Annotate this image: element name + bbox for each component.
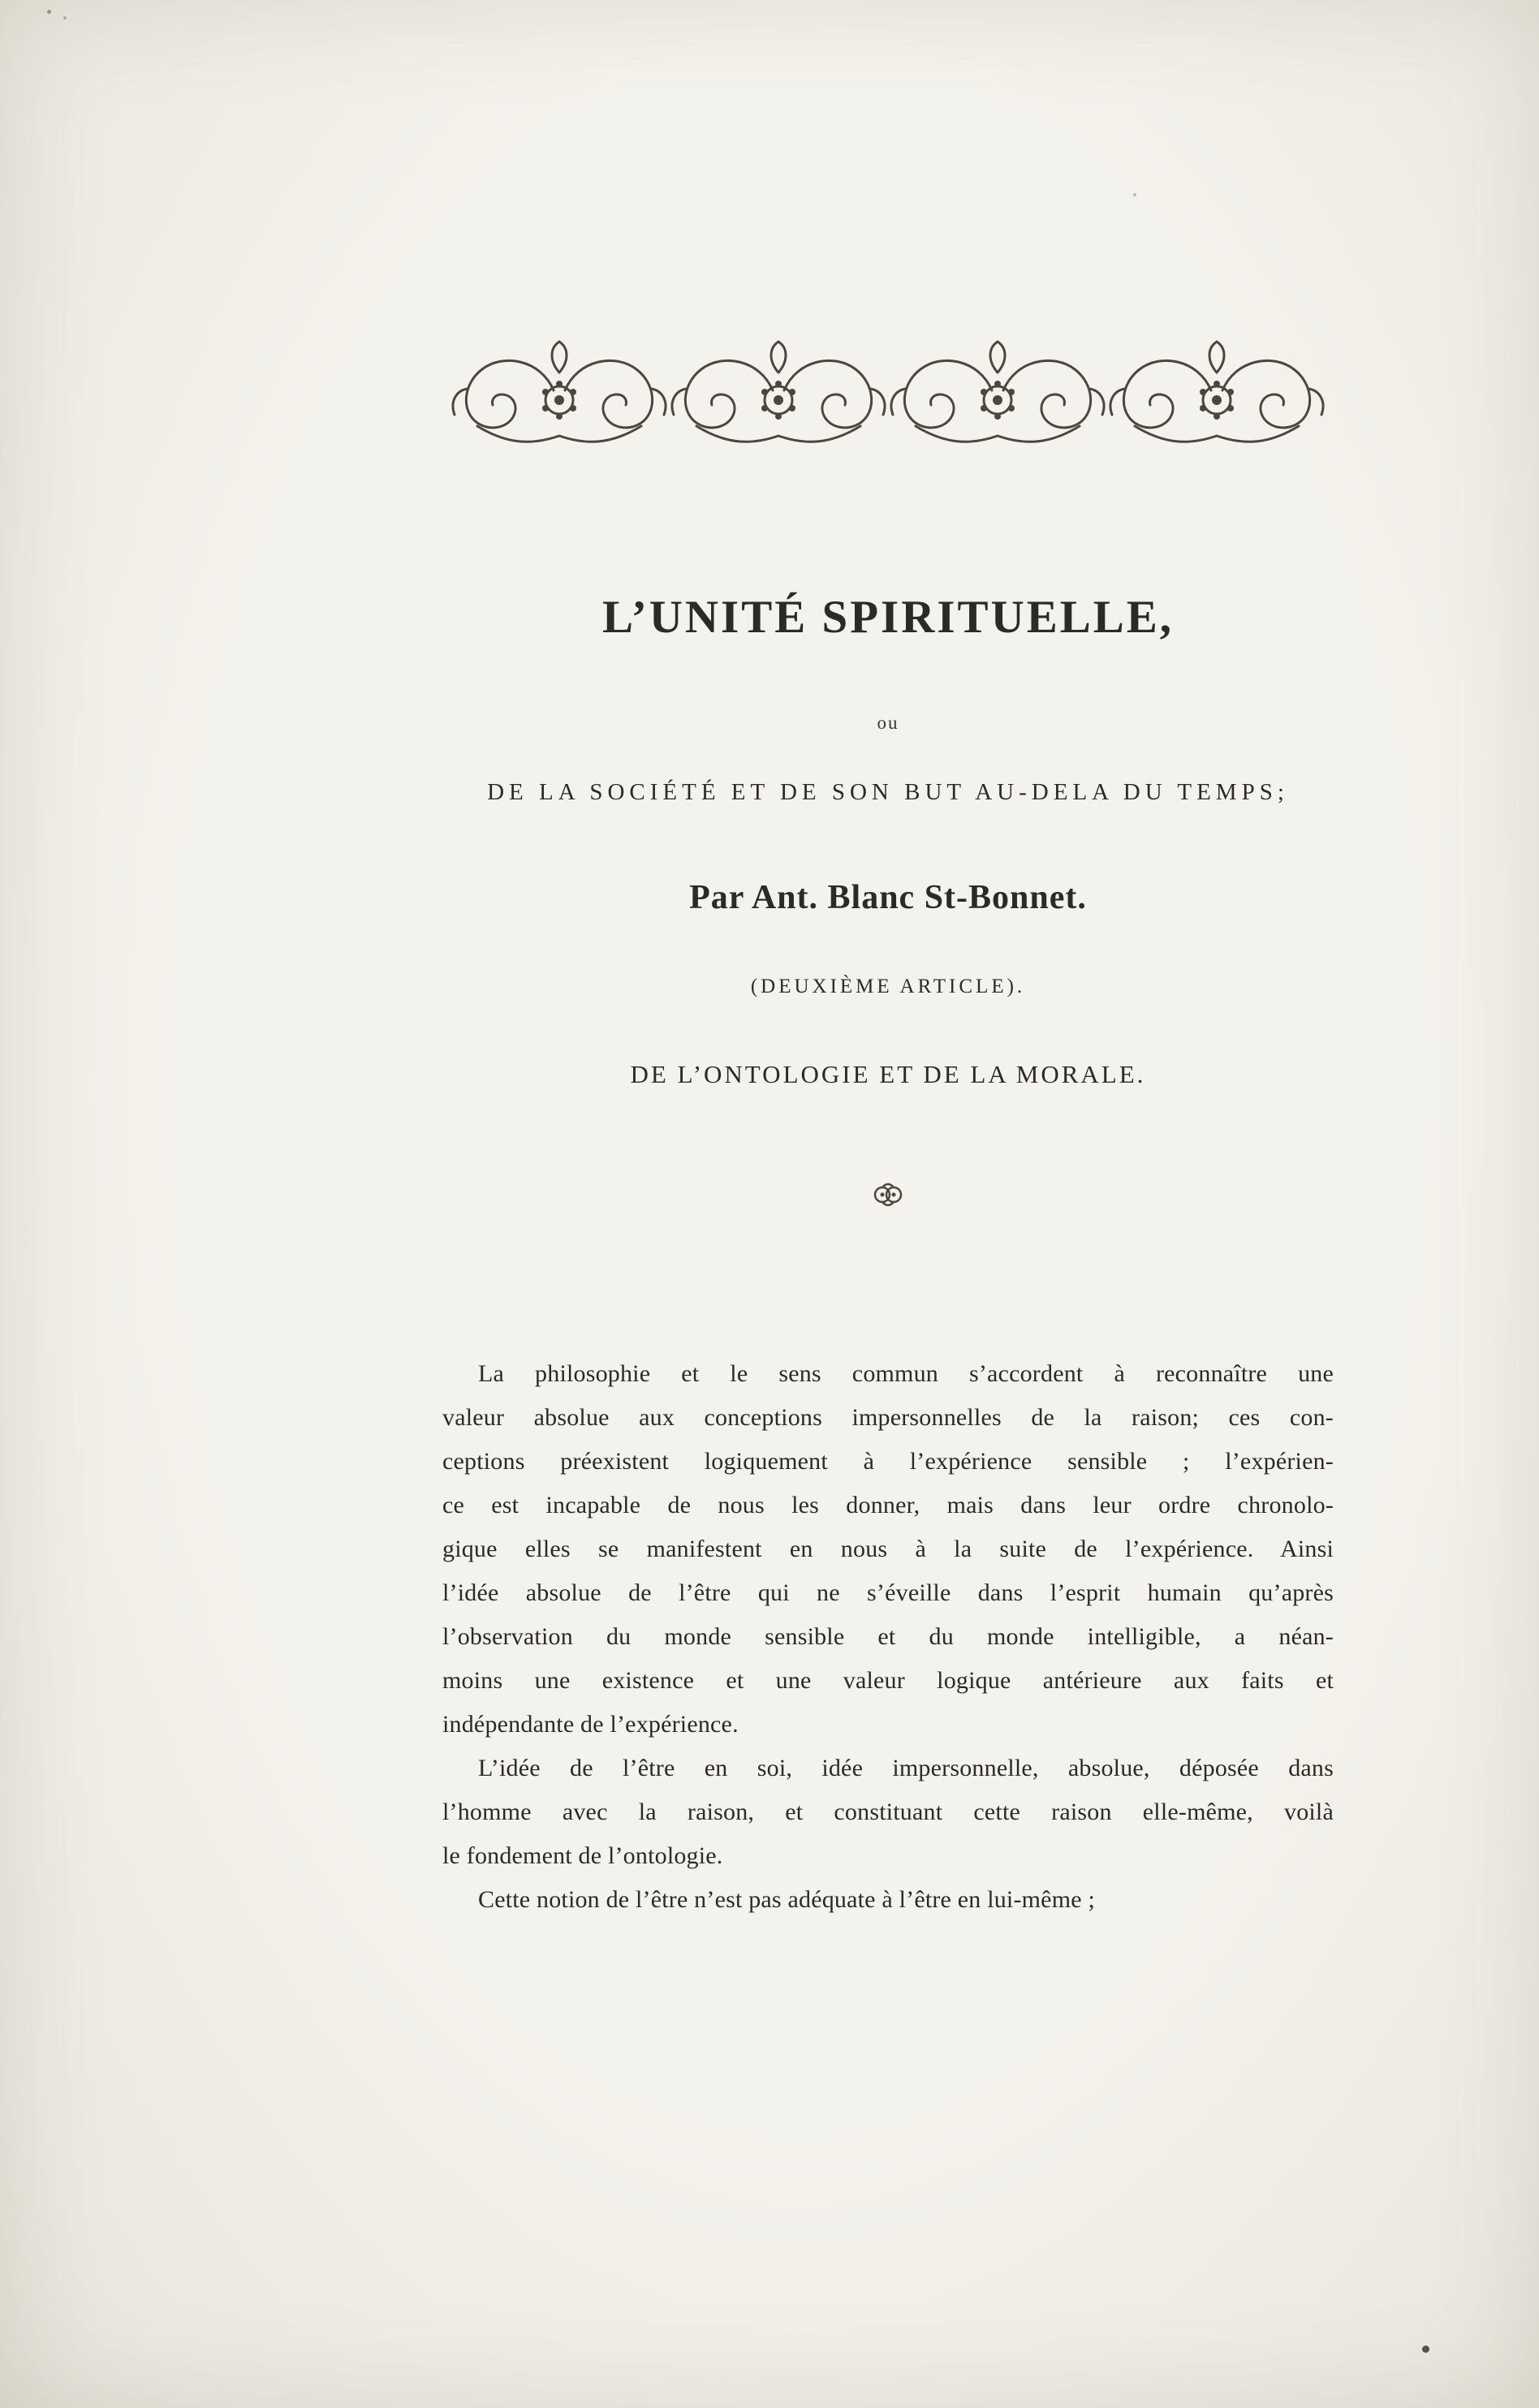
fleuron-ornament — [442, 1178, 1334, 1215]
title-connector: ou — [877, 713, 899, 733]
floral-scroll-band-icon — [450, 337, 1326, 454]
scan-speck — [63, 16, 67, 19]
text-line: l’observation du monde sensible et du monde intelligible, a néan- — [442, 1623, 1334, 1650]
body-text — [442, 1352, 1334, 1922]
scan-speck — [1422, 2346, 1429, 2353]
article-number-note: (DEUXIÈME ARTICLE). — [750, 976, 1026, 997]
text-line: le fondement de l’ontologie. — [442, 1842, 723, 1869]
floral-knot-icon — [869, 1178, 907, 1211]
text-line: indépendante de l’expérience. — [442, 1711, 739, 1738]
section-heading: DE L’ONTOLOGIE ET DE LA MORALE. — [630, 1060, 1146, 1088]
scan-speck — [1133, 193, 1136, 196]
text-line: Cette notion de l’être n’est pas adéquate à l’être en lui-même ; — [478, 1886, 1095, 1913]
scan-speck — [47, 10, 51, 14]
page-subtitle: DE LA SOCIÉTÉ ET DE SON BUT AU-DELA DU TEMPS; — [487, 779, 1289, 805]
text-line: L’idée de l’être en soi, idée impersonnelle, absolue, déposée dans — [478, 1755, 1334, 1781]
text-line: La philosophie et le sens commun s’accordent à reconnaître une — [478, 1360, 1334, 1387]
text-line: ceptions préexistent logiquement à l’expérience sensible ; l’expérien- — [442, 1448, 1334, 1475]
text-line: l’idée absolue de l’être qui ne s’éveille dans l’esprit humain qu’après — [442, 1579, 1334, 1606]
author-byline: Par Ant. Blanc St-Bonnet. — [689, 879, 1087, 916]
text-line: l’homme avec la raison, et constituant cette raison elle-même, voilà — [442, 1798, 1334, 1825]
ornamental-band — [442, 337, 1334, 459]
text-line: valeur absolue aux conceptions impersonnelles de la raison; ces con- — [442, 1404, 1334, 1431]
text-line: gique elles se manifestent en nous à la suite de l’expérience. Ainsi — [442, 1536, 1334, 1562]
page-title: L’UNITÉ SPIRITUELLE, — [601, 592, 1175, 643]
text-line: moins une existence et une valeur logique antérieure aux faits et — [442, 1667, 1334, 1694]
text-line: ce est incapable de nous les donner, mais dans leur ordre chronolo- — [442, 1492, 1334, 1518]
